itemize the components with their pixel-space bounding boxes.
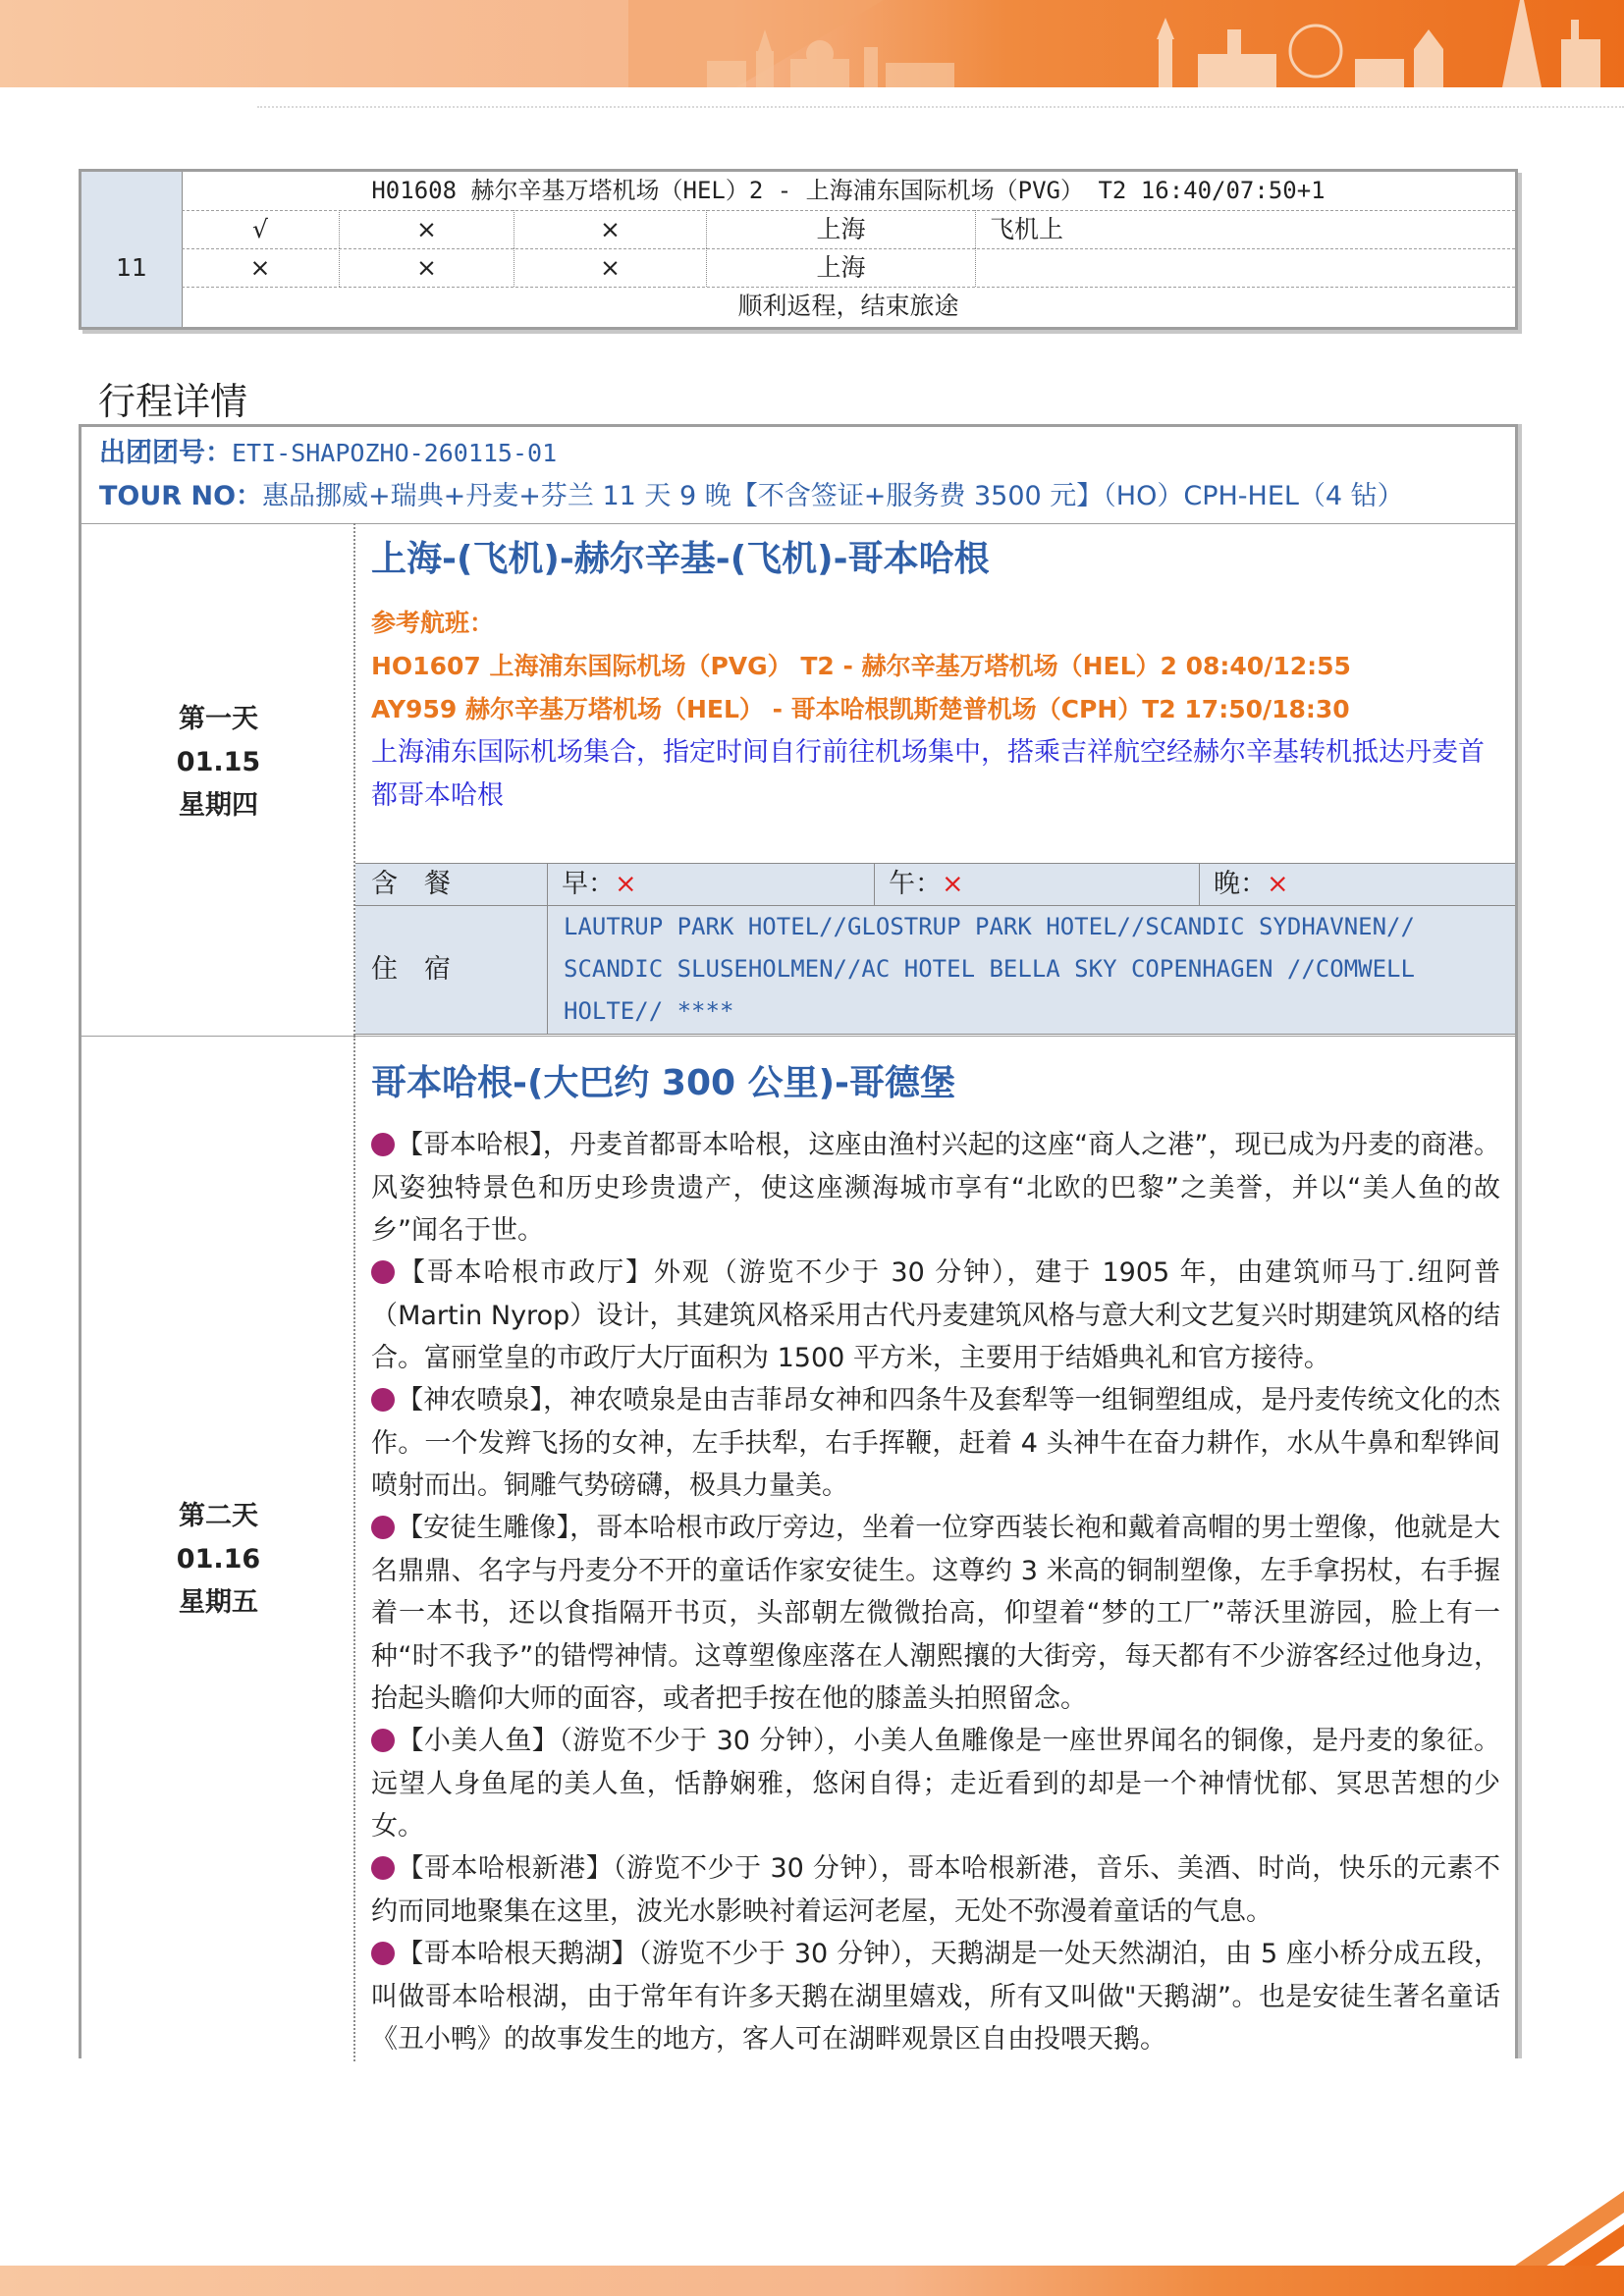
hotel-label: 住 宿: [355, 906, 548, 1034]
dinner-cell: [1200, 864, 1514, 905]
attraction-item: [371, 1933, 1500, 2061]
city-cell: 上海: [706, 210, 975, 248]
header-divider: [257, 106, 1624, 108]
bullet-icon: [371, 1516, 395, 1539]
day-column: [81, 172, 183, 327]
hotel-cell: 飞机上: [975, 210, 1517, 248]
day-name: 第二天: [179, 1501, 258, 1531]
lunch-label: 午：: [889, 869, 942, 899]
day-1-content: [355, 523, 1515, 1036]
city-cell: 上海: [706, 248, 975, 287]
tour-name: 惠品挪威+瑞典+丹麦+芬兰 11 天 9 晚【不含签证+服务费 3500 元】（HO）CPH-HEL（4 钻）: [262, 481, 1404, 511]
meal-label: 含 餐: [355, 864, 548, 905]
day-1-label-cell: [81, 523, 355, 1036]
bullet-icon: [371, 1388, 395, 1412]
tour-header: [81, 427, 1515, 524]
bullet-icon: [371, 1729, 395, 1752]
dinner-mark: ×: [514, 248, 706, 287]
meal-row: [355, 863, 1515, 906]
flight-row: [182, 172, 1515, 211]
attraction-item: [371, 1720, 1500, 1848]
group-number-label: 出团团号：: [99, 438, 232, 468]
attraction-text: 【哥本哈根天鹅湖】（游览不少于 30 分钟），天鹅湖是一处天然湖泊，由 5 座小桥分成五段，叫做哥本哈根湖，由于常年有许多天鹅在湖里嬉戏，所有又叫做"天鹅湖”。也是安徒生著名童话《丑小鸭》的故事发生的地方，客人可在湖畔观景区自由投喂天鹅。: [371, 1939, 1500, 2055]
day-weekday: 星期五: [179, 1587, 258, 1618]
lunch-mark: ×: [339, 210, 514, 248]
day-1-intro: 上海浦东国际机场集合，指定时间自行前往机场集中，搭乘吉祥航空经赫尔辛基转机抵达丹麦首都哥本哈根: [371, 737, 1485, 811]
itinerary-table: [79, 424, 1518, 2058]
day-1: [81, 523, 1515, 1037]
flight-ref-label: 参考航班：: [371, 609, 495, 637]
attraction-text: 【哥本哈根市政厅】外观（游览不少于 30 分钟），建于 1905 年，由建筑师马丁.纽阿普（Martin Nyrop）设计，其建筑风格采用古代丹麦建筑风格与意大利文艺复兴时期建筑风格的结合。富丽堂皇的市政厅大厅面积为 1500 平方米，主要用于结婚典礼和官方接待。: [371, 1257, 1500, 1373]
attraction-item: [371, 1507, 1500, 1721]
breakfast-label: 早：: [562, 869, 615, 899]
dinner-label: 晚：: [1214, 869, 1267, 899]
day-date: 01.16: [176, 1544, 261, 1575]
dinner-mark: ×: [514, 210, 706, 248]
tour-name-line: [99, 475, 1515, 518]
bullet-icon: [371, 1942, 395, 1965]
attraction-item: [371, 1124, 1500, 1253]
attraction-text: 【神农喷泉】，神农喷泉是由吉菲昂女神和四条牛及套犁等一组铜塑组成，是丹麦传统文化的杰作。一个发辫飞扬的女神，左手扶犁，右手挥鞭，赶着 4 头神牛在奋力耕作，水从牛鼻和犁铧间喷射而出。铜雕气势磅礴，极具力量美。: [371, 1385, 1500, 1501]
lunch-cell: [875, 864, 1200, 905]
group-number: ETI-SHAPOZHO-260115-01: [232, 439, 558, 467]
flight-2: AY959 赫尔辛基万塔机场（HEL） - 哥本哈根凯斯楚普机场（CPH）T2 17:50/18:30: [371, 695, 1350, 723]
day-1-route-title: 上海-(飞机)-赫尔辛基-(飞机)-哥本哈根: [371, 539, 990, 579]
attraction-text: 【哥本哈根】，丹麦首都哥本哈根，这座由渔村兴起的这座“商人之港”，现已成为丹麦的商港。风姿独特景色和历史珍贵遗产，使这座濒海城市享有“北欧的巴黎”之美誉，并以“美人鱼的故乡”闻名于世。: [371, 1130, 1500, 1246]
lunch-mark: ×: [339, 248, 514, 287]
breakfast-mark: √: [252, 215, 268, 243]
schedule-table-continued: [79, 169, 1518, 330]
attraction-text: 【安徒生雕像】，哥本哈根市政厅旁边，坐着一位穿西装长袍和戴着高帽的男士塑像，他就是大名鼎鼎、名字与丹麦分不开的童话作家安徒生。这尊约 3 米高的铜制塑像，左手拿拐杖，右手握着一本书，还以食指隔开书页，头部朝左微微抬高，仰望着“梦的工厂”蒂沃里游园，脸上有一种“时不我予”的错愕神情。这尊塑像座落在人潮熙攘的大街旁，每天都有不少游客经过他身边，抬起头瞻仰大师的面容，或者把手按在他的膝盖头拍照留念。: [371, 1513, 1500, 1714]
day-weekday: 星期四: [179, 790, 258, 821]
flight-1: HO1607 上海浦东国际机场（PVG） T2 - 赫尔辛基万塔机场（HEL）2 08:40/12:55: [371, 652, 1351, 680]
closing-row: [182, 287, 1515, 325]
day-2-label: [81, 1495, 355, 1625]
hotel-list: LAUTRUP PARK HOTEL//GLOSTRUP PARK HOTEL//SCANDIC SYDHAVNEN// SCANDIC SLUSEHOLMEN//AC HOTEL BELLA SKY COPENHAGEN //COMWELL HOLTE// ****: [564, 913, 1415, 1025]
section-title: 行程详情: [98, 380, 248, 423]
attraction-item: [371, 1379, 1500, 1508]
day-2-label-cell: [81, 1036, 355, 2061]
attraction-item: [371, 1847, 1500, 1933]
breakfast-mark: ×: [249, 253, 271, 282]
attraction-item: [371, 1252, 1500, 1380]
table-row: [182, 248, 1515, 288]
day-2: [81, 1036, 1515, 2061]
day-2-content: [355, 1036, 1515, 2061]
breakfast-cell: [548, 864, 875, 905]
dinner-x: ×: [1267, 869, 1289, 899]
breakfast-x: ×: [615, 869, 637, 899]
bullet-icon: [371, 1856, 395, 1880]
day-name: 第一天: [179, 704, 258, 734]
return-flight-info: H01608 赫尔辛基万塔机场（HEL）2 - 上海浦东国际机场（PVG） T2 16:40/07:50+1: [371, 177, 1326, 204]
attraction-text: 【小美人鱼】（游览不少于 30 分钟），小美人鱼雕像是一座世界闻名的铜像，是丹麦的象征。远望人身鱼尾的美人鱼，恬静娴雅，悠闲自得；走近看到的却是一个神情忧郁、冥思苦想的少女。: [371, 1726, 1500, 1842]
hotel-cell: [975, 248, 1517, 287]
hotel-row: [355, 906, 1515, 1035]
bullet-icon: [371, 1260, 395, 1284]
tour-no-label: TOUR NO：: [99, 481, 263, 511]
landmark-skyline-icon: [628, 0, 1624, 87]
day-number: 11: [116, 253, 147, 282]
day-2-route-title: 哥本哈根-(大巴约 300 公里)-哥德堡: [371, 1063, 956, 1103]
day-date: 01.15: [176, 747, 261, 777]
bullet-icon: [371, 1133, 395, 1156]
table-row: [182, 210, 1515, 249]
group-number-line: [99, 432, 1515, 475]
lunch-x: ×: [942, 869, 964, 899]
footer-band: [0, 2266, 1624, 2296]
closing-text: 顺利返程，结束旅途: [737, 292, 959, 320]
day-1-label: [81, 698, 355, 828]
attraction-text: 【哥本哈根新港】（游览不少于 30 分钟），哥本哈根新港，音乐、美酒、时尚，快乐的元素不约而同地聚集在这里，波光水影映衬着运河老屋，无处不弥漫着童话的气息。: [371, 1853, 1500, 1927]
